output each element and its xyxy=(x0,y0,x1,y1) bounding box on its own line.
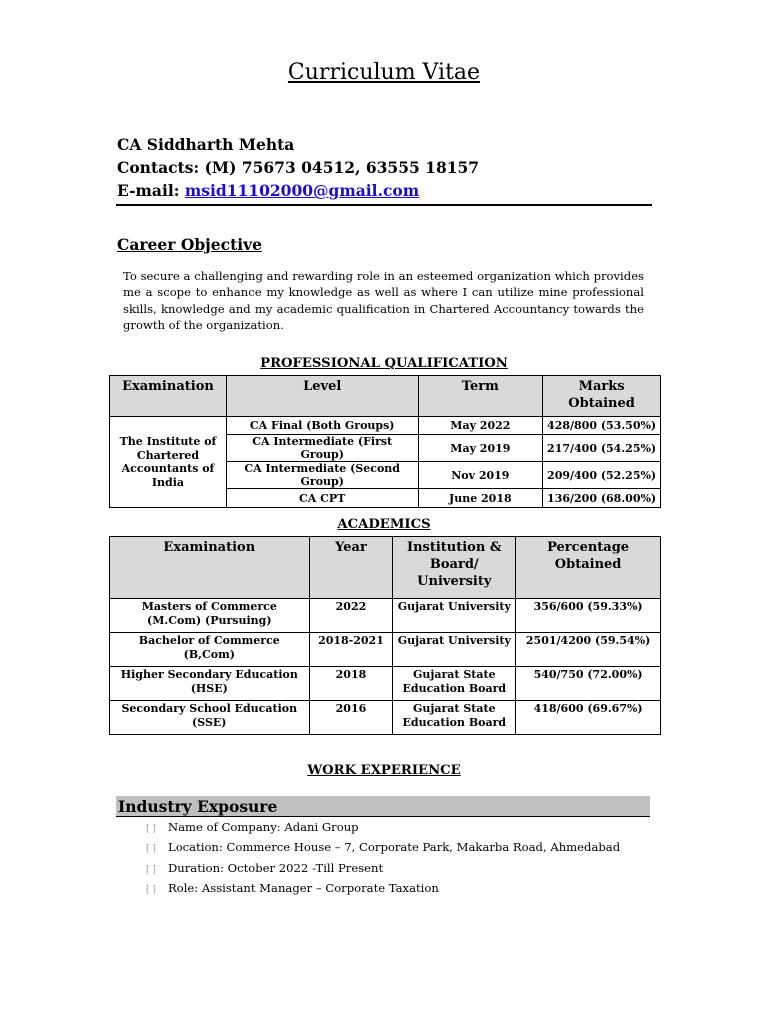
term-cell: May 2022 xyxy=(418,417,543,435)
year-cell: 2016 xyxy=(309,701,393,735)
table-row xyxy=(110,633,661,667)
company-name: Name of Company: Adani Group xyxy=(168,820,359,834)
table-row xyxy=(110,417,661,435)
list-item xyxy=(146,838,620,858)
term-cell: Nov 2019 xyxy=(418,462,543,489)
company-location: Location: Commerce House – 7, Corporate Park, Makarba Road, Ahmedabad xyxy=(168,840,621,855)
table-row xyxy=(110,599,661,633)
bullet-marker-icon: [ ] xyxy=(146,844,156,855)
column-header: Marks Obtained xyxy=(543,376,661,417)
column-header: Examination xyxy=(110,537,310,599)
institution-cell: Gujarat University xyxy=(393,599,516,633)
institution-cell: Gujarat State Education Board xyxy=(393,667,516,701)
percentage-cell: 2501/4200 (59.54%) xyxy=(516,633,661,667)
work-role: Role: Assistant Manager – Corporate Taxation xyxy=(168,880,439,895)
exam-cell: Secondary School Education (SSE) xyxy=(110,701,310,735)
examination-cell: The Institute of Chartered Accountants of India xyxy=(110,417,227,508)
percentage-cell: 418/600 (69.67%) xyxy=(516,701,661,735)
email-line xyxy=(117,181,419,200)
table-header-row xyxy=(110,537,661,599)
work-experience-heading: WORK EXPERIENCE xyxy=(307,763,461,778)
column-header: Level xyxy=(226,376,418,417)
table-row xyxy=(110,701,661,735)
exam-cell: Higher Secondary Education (HSE) xyxy=(110,667,310,701)
institution-cell: Gujarat University xyxy=(393,633,516,667)
list-item xyxy=(146,859,620,879)
marks-cell: 217/400 (54.25%) xyxy=(543,435,661,462)
list-item xyxy=(146,879,620,899)
professional-qualification-table xyxy=(109,375,661,508)
column-header: Term xyxy=(418,376,543,417)
marks-cell: 136/200 (68.00%) xyxy=(543,489,661,508)
percentage-cell: 540/750 (72.00%) xyxy=(516,667,661,701)
marks-cell: 209/400 (52.25%) xyxy=(543,462,661,489)
column-header: Examination xyxy=(110,376,227,417)
year-cell: 2018-2021 xyxy=(309,633,393,667)
email-link[interactable]: msid11102000@gmail.com xyxy=(184,181,420,200)
bullet-marker-icon: [ ] xyxy=(146,864,156,875)
industry-exposure-heading: Industry Exposure xyxy=(118,797,278,816)
career-objective-heading: Career Objective xyxy=(117,235,262,254)
column-header: Institution & Board/ University xyxy=(393,537,516,599)
academics-table xyxy=(109,536,661,735)
professional-qualification-heading: PROFESSIONAL QUALIFICATION xyxy=(260,356,508,371)
exam-cell: Bachelor of Commerce (B,Com) xyxy=(110,633,310,667)
year-cell: 2022 xyxy=(309,599,393,633)
candidate-name: CA Siddharth Mehta xyxy=(117,135,295,154)
level-cell: CA Final (Both Groups) xyxy=(226,417,418,435)
bullet-marker-icon: [ ] xyxy=(146,824,156,834)
column-header: Percentage Obtained xyxy=(516,537,661,599)
level-cell: CA Intermediate (First Group) xyxy=(226,435,418,462)
marks-cell: 428/800 (53.50%) xyxy=(543,417,661,435)
career-objective-text: To secure a challenging and rewarding role in an esteemed organization which provides me a scope to enhance my knowledge as well as where I can utilize mine professional skills, knowledge and my academic qualification in Chartered Accountancy towards the growth of the organization. xyxy=(123,269,644,332)
list-item xyxy=(146,818,620,838)
work-details-list xyxy=(146,818,620,899)
term-cell: June 2018 xyxy=(418,489,543,508)
bullet-marker-icon: [ ] xyxy=(146,884,156,895)
work-duration: Duration: October 2022 -Till Present xyxy=(168,860,384,875)
level-cell: CA CPT xyxy=(226,489,418,508)
table-row xyxy=(110,667,661,701)
percentage-cell: 356/600 (59.33%) xyxy=(516,599,661,633)
academics-heading: ACADEMICS xyxy=(337,517,431,532)
header-divider xyxy=(116,204,652,206)
table-header-row xyxy=(110,376,661,417)
contact-numbers: Contacts: (M) 75673 04512, 63555 18157 xyxy=(117,158,480,177)
year-cell: 2018 xyxy=(309,667,393,701)
column-header: Year xyxy=(309,537,393,599)
term-cell: May 2019 xyxy=(418,435,543,462)
institution-cell: Gujarat State Education Board xyxy=(393,701,516,735)
document-title: Curriculum Vitae xyxy=(287,60,481,85)
email-label: E-mail: xyxy=(117,181,185,200)
level-cell: CA Intermediate (Second Group) xyxy=(226,462,418,489)
exam-cell: Masters of Commerce (M.Com) (Pursuing) xyxy=(110,599,310,633)
